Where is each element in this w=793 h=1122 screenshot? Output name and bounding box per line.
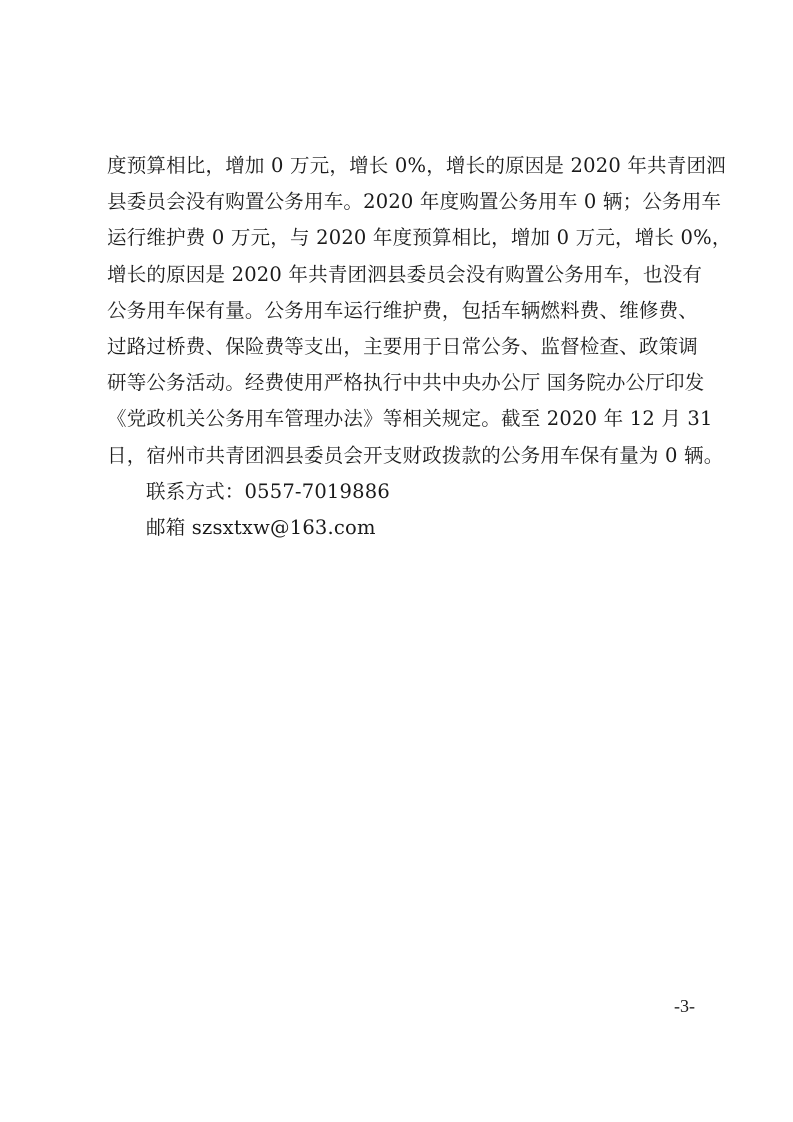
paragraph-line: 《党政机关公务用车管理办法》等相关规定。截至 2020 年 12 月 31	[107, 407, 713, 431]
paragraph-line: 过路过桥费、保险费等支出，主要用于日常公务、监督检查、政策调	[107, 334, 699, 358]
paragraph-line: 日，宿州市共青团泗县委员会开支财政拨款的公务用车保有量为 0 辆。	[107, 443, 724, 467]
paragraph-line: 县委员会没有购置公务用车。2020 年度购置公务用车 0 辆；公务用车	[107, 190, 722, 214]
paragraph-line: 研等公务活动。经费使用严格执行中共中央办公厅 国务院办公厅印发	[107, 371, 705, 395]
paragraph-line: 度预算相比，增加 0 万元，增长 0%，增长的原因是 2020 年共青团泗	[107, 154, 726, 177]
paragraph-line: 运行维护费 0 万元，与 2020 年度预算相比，增加 0 万元，增长 0%，	[107, 226, 732, 250]
contact-phone: 联系方式：0557-7019886	[146, 479, 390, 503]
document-body	[107, 148, 732, 546]
paragraph-line: 增长的原因是 2020 年共青团泗县委员会没有购置公务用车，也没有	[107, 262, 703, 286]
page-number: -3-	[674, 996, 695, 1016]
contact-email: 邮箱 szsxtxw@163.com	[146, 515, 376, 539]
paragraph-line: 公务用车保有量。公务用车运行维护费，包括车辆燃料费、维修费、	[107, 298, 699, 322]
